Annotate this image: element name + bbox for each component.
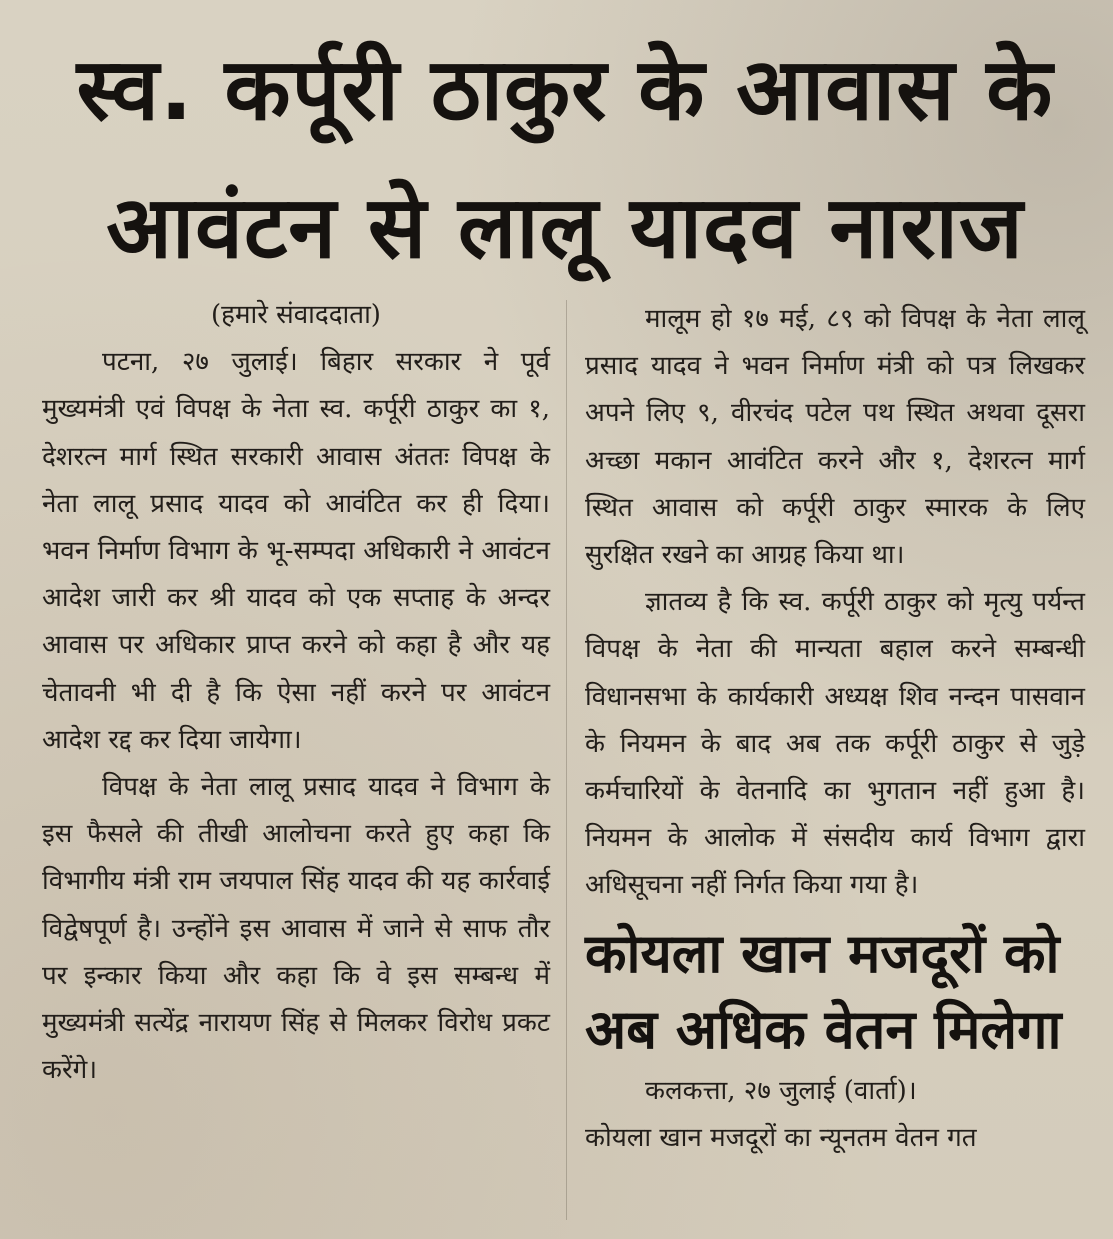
left-column xyxy=(42,292,550,1094)
paragraph: पटना, २७ जुलाई। बिहार सरकार ने पूर्व मुख्यमंत्री एवं विपक्ष के नेता स्व. कर्पूरी ठाकुर का १, देशरत्न मार्ग स्थित सरकारी आवास अंततः विपक्ष के नेता लालू प्रसाद यादव को आवंटित कर ही दिया। भवन निर्माण विभाग के भू-सम्पदा अधिकारी ने आवंटन आदेश जारी कर श्री यादव को एक सप्ताह के अन्दर आवास पर अधिकार प्राप्त करने को कहा है और यह चेतावनी भी दी है कि ऐसा नहीं करने पर आवंटन आदेश रद्द कर दिया जायेगा। xyxy=(42,347,550,755)
paragraph: मालूम हो १७ मई, ८९ को विपक्ष के नेता लालू प्रसाद यादव ने भवन निर्माण मंत्री को पत्र लिखकर अपने लिए ९, वीरचंद पटेल पथ स्थित अथवा दूसरा अच्छा मकान आवंटित करने और १, देशरत्न मार्ग स्थित आवास को कर्पूरी ठाकुर स्मारक के लिए सुरक्षित रखने का आग्रह किया था। xyxy=(585,304,1085,571)
main-headline-line-2: आवंटन से लालू यादव नाराज xyxy=(106,178,1024,278)
byline: (हमारे संवाददाता) xyxy=(211,300,381,330)
second-headline-line-2: अब अधिक वेतन मिलेगा xyxy=(585,997,1062,1061)
column-divider xyxy=(566,300,567,1220)
second-article-text: कोयला खान मजदूरों का न्यूनतम वेतन गत xyxy=(585,1122,977,1153)
paragraph: विपक्ष के नेता लालू प्रसाद यादव ने विभाग के इस फैसले की तीखी आलोचना करते हुए कहा कि विभागीय मंत्री राम जयपाल सिंह यादव की यह कार्रवाई विद्वेषपूर्ण है। उन्होंने इस आवास में जाने से साफ तौर पर इन्कार किया और कहा कि वे इस सम्बन्ध में मुख्यमंत्री सत्येंद्र नारायण सिंह से मिलकर विरोध प्रकट करेंगे। xyxy=(42,772,550,1086)
main-headline-line-1: स्व. कर्पूरी ठाकुर के आवास के xyxy=(76,40,1054,140)
second-headline-line-1: कोयला खान मजदूरों को xyxy=(585,921,1060,985)
right-column xyxy=(585,296,1085,1162)
paragraph: ज्ञातव्य है कि स्व. कर्पूरी ठाकुर को मृत्यु पर्यन्त विपक्ष के नेता की मान्यता बहाल करने सम्बन्धी विधानसभा के कार्यकारी अध्यक्ष शिव नन्दन पासवान के नियमन के बाद अब तक कर्पूरी ठाकुर से जुड़े कर्मचारियों के वेतनादि का भुगतान नहीं हुआ है। नियमन के आलोक में संसदीय कार्य विभाग द्वारा अधिसूचना नहीं निर्गत किया गया है। xyxy=(585,587,1085,901)
second-article-dateline: कलकत्ता, २७ जुलाई (वार्ता)। xyxy=(645,1075,917,1106)
